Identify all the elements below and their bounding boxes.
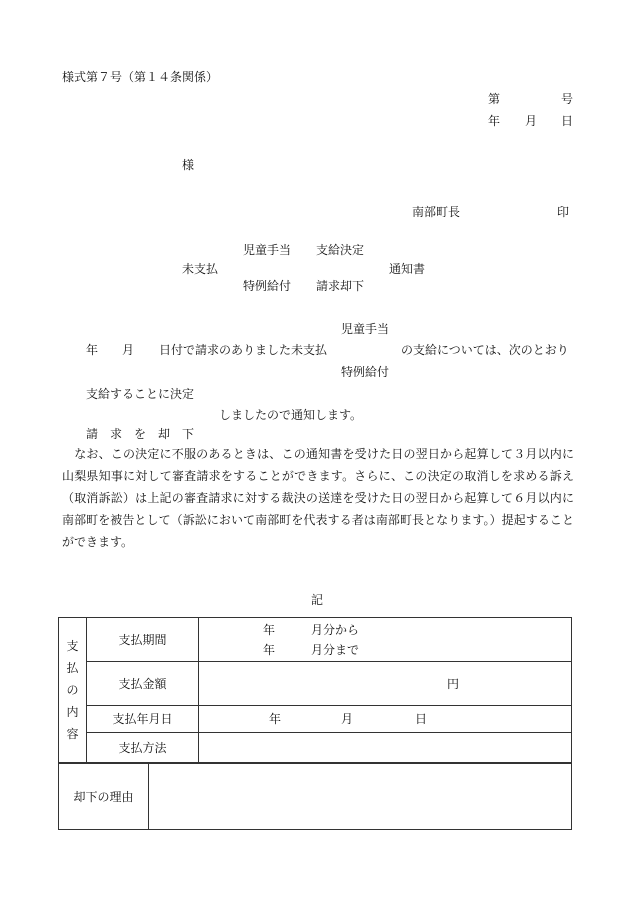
title-option-payment-decision: 支給決定 (316, 243, 365, 257)
appeal-notice-text: なお、この決定に不服のあるときは、この通知書を受けた日の翌日から起算して３月以内に山梨県知事に対して審査請求をすることができます。さらに、この決定の取消しを求める訴え（取消訴訟）は上記の審査請求に対する裁決の送達を受けた日の翌日から起算して６月以内に南部町を被告として（訴訟において南部町を代表する者は南部町長となります。）提起することができます。 (62, 447, 574, 549)
payment-method-label: 支払方法 (87, 733, 199, 763)
payment-amount-cell[interactable] (199, 662, 572, 706)
payment-date-day: 日 (415, 712, 428, 726)
payment-amount-label: 支払金額 (87, 662, 199, 706)
doc-date-year: 年 (488, 114, 501, 128)
rejection-reason-cell[interactable] (149, 764, 572, 830)
payment-period-label: 支払期間 (87, 618, 199, 662)
title-option-child-allowance: 児童手当 (243, 243, 292, 257)
body-date-month: 月 (122, 343, 135, 357)
addressee-suffix: 様 (182, 158, 195, 172)
title-suffix: 通知書 (389, 262, 426, 276)
doc-number-suffix: 号 (561, 92, 574, 106)
amount-unit: 円 (447, 677, 460, 691)
body-choice-decide: 支給することに決定 (86, 387, 195, 401)
rejection-reason-label: 却下の理由 (59, 764, 149, 830)
payment-date-year: 年 (269, 712, 282, 726)
payment-date-cell[interactable] (199, 706, 572, 733)
seal-mark: 印 (557, 205, 570, 219)
title-option-special-benefit: 特例給付 (243, 279, 292, 293)
body-choice-reject: 請 求 を 却 下 (86, 427, 195, 441)
title-option-claim-rejection: 請求却下 (316, 279, 365, 293)
form-id: 様式第７号（第１４条関係） (62, 70, 219, 84)
period-to-month: 月分まで (311, 643, 360, 657)
title-prefix: 未支払 (182, 262, 219, 276)
sender-title: 南部町長 (412, 205, 461, 219)
payment-date-month: 月 (341, 712, 354, 726)
payment-method-cell[interactable] (199, 733, 572, 763)
body-date-day-text: 日付で請求のありました未支払 (159, 343, 328, 357)
doc-date-day: 日 (561, 114, 574, 128)
doc-date-month: 月 (525, 114, 538, 128)
period-from-year: 年 (263, 623, 276, 637)
payment-group-label: 支 払 の 内 容 (59, 618, 87, 763)
body-after-option: の支給については、次のとおり (401, 343, 569, 357)
ki-mark: 記 (311, 593, 324, 607)
appeal-notice (62, 443, 574, 553)
body-date-year: 年 (86, 343, 99, 357)
body-option-child-allowance: 児童手当 (341, 322, 390, 336)
payment-details-table (58, 617, 572, 763)
payment-period-cell[interactable] (199, 618, 572, 662)
period-from-month: 月分から (311, 623, 360, 637)
body-ending: しましたので通知します。 (219, 408, 363, 422)
body-option-special-benefit: 特例給付 (341, 365, 390, 379)
period-to-year: 年 (263, 643, 276, 657)
payment-date-label: 支払年月日 (87, 706, 199, 733)
doc-number-prefix: 第 (488, 92, 501, 106)
rejection-reason-table (58, 763, 572, 830)
